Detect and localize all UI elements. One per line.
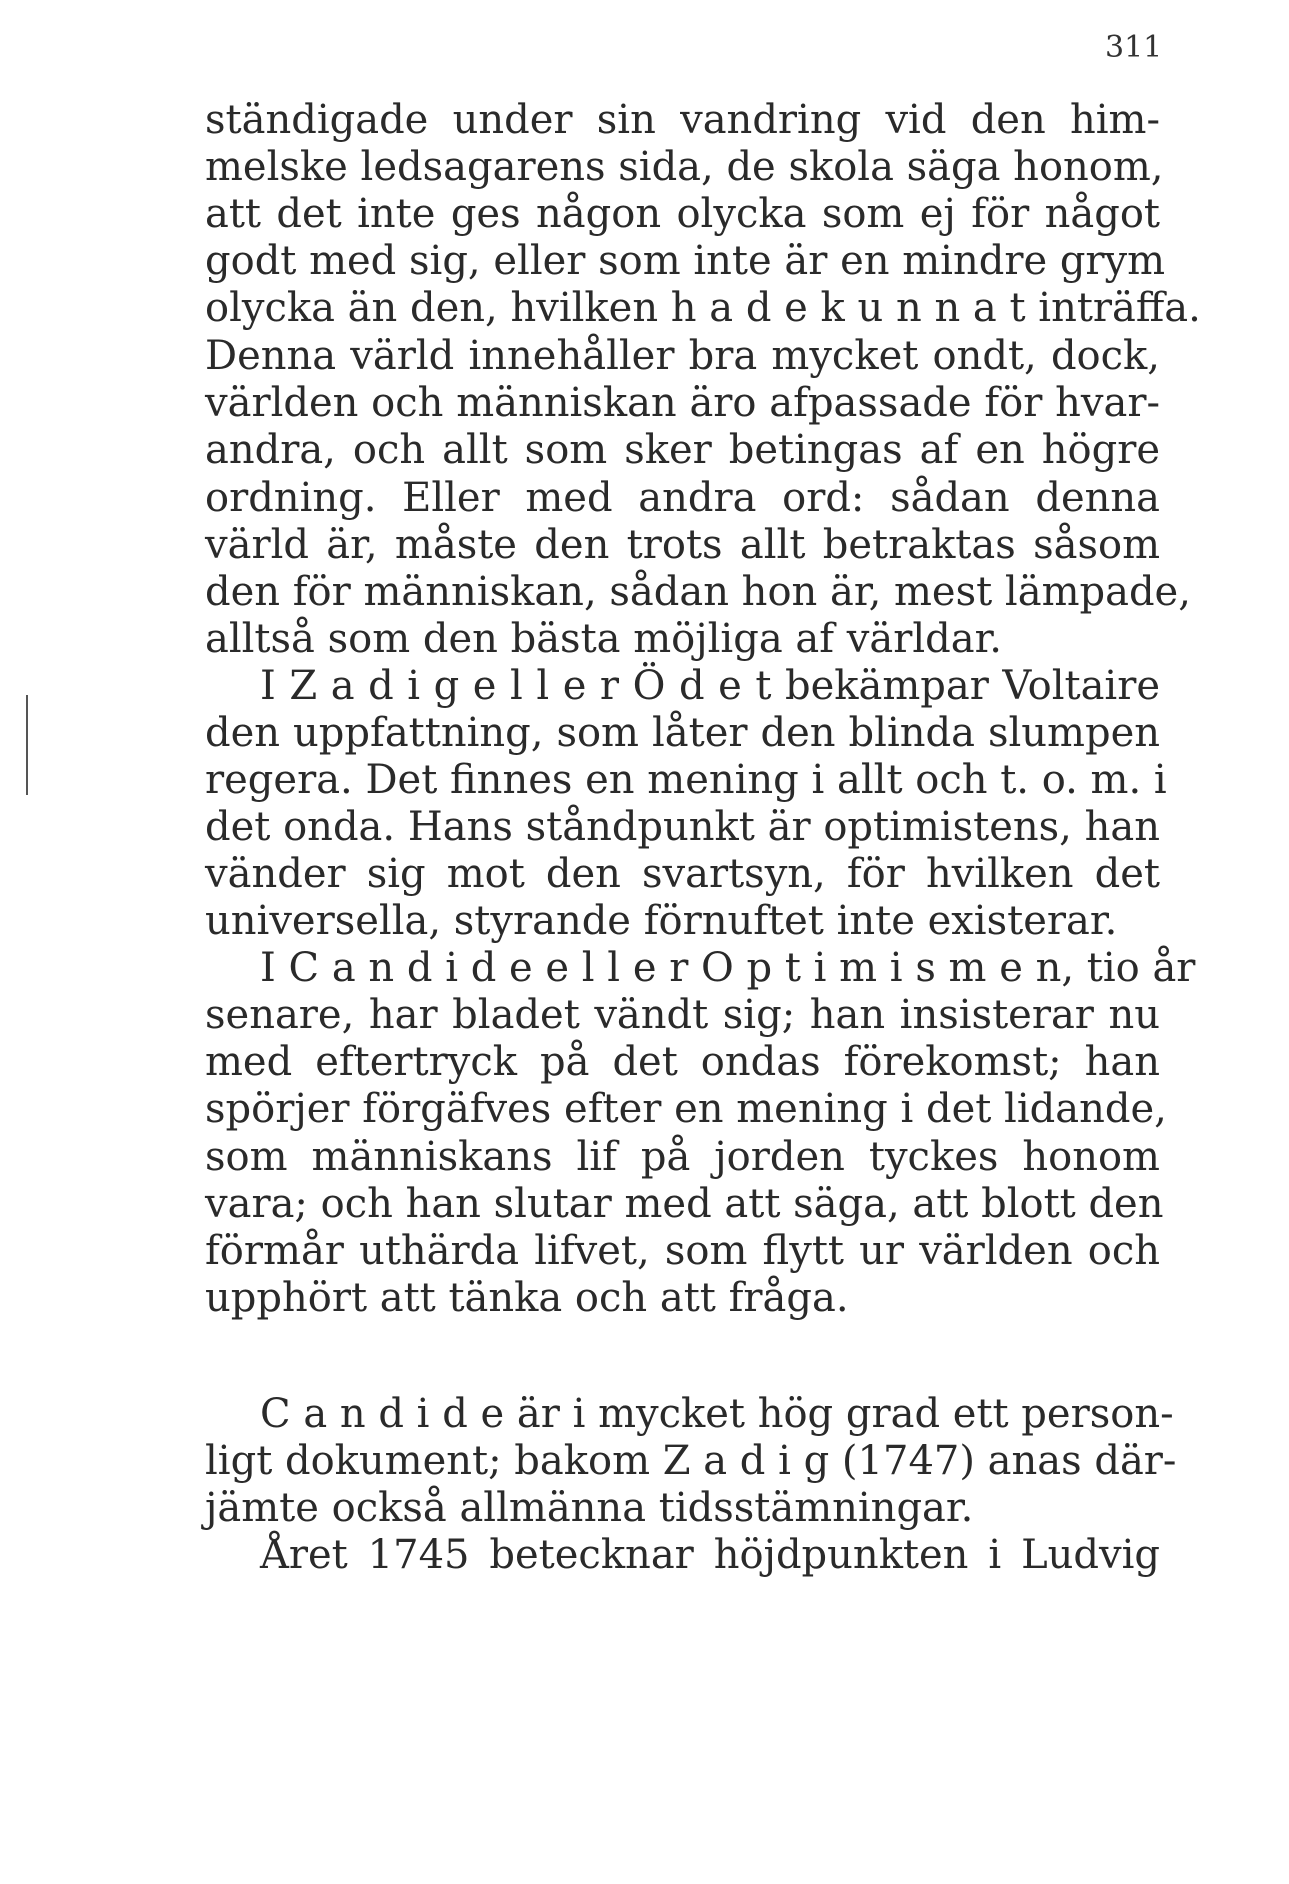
text-line: världen och människan äro afpassade för hvar- (205, 380, 1160, 426)
margin-mark (26, 695, 28, 795)
text-line: jämte också allmänna tidsstämningar. (205, 1485, 974, 1531)
text-line: godt med sig, eller som inte är en mindre grym (205, 238, 1166, 284)
text-line: som människans lif på jorden tyckes honom (205, 1134, 1160, 1180)
text-line: melske ledsagarens sida, de skola säga honom, (205, 144, 1164, 190)
text-line: I C a n d i d e e l l e r O p t i m i s m e n, tio år (260, 945, 1196, 991)
text-line: olycka än den, hvilken h a d e k u n n a t inträffa. (205, 285, 1201, 331)
text-line: med eftertryck på det ondas förekomst; han (205, 1039, 1160, 1085)
text-line: ordning. Eller med andra ord: sådan denna (205, 475, 1160, 521)
page-number: 311 (1105, 30, 1163, 65)
text-line: att det inte ges någon olycka som ej för något (205, 191, 1160, 237)
text-line: värld är, måste den trots allt betraktas såsom (205, 522, 1160, 568)
text-line: Denna värld innehåller bra mycket ondt, dock, (205, 333, 1160, 379)
text-line: universella, styrande förnuftet inte existerar. (205, 898, 1118, 944)
text-line: Året 1745 betecknar höjdpunkten i Ludvig (260, 1532, 1160, 1578)
text-line: vara; och han slutar med att säga, att blott den (205, 1181, 1164, 1227)
text-line: förmår uthärda lifvet, som flytt ur världen och (205, 1228, 1160, 1274)
text-line: spörjer förgäfves efter en mening i det lidande, (205, 1086, 1167, 1132)
text-line: regera. Det finnes en mening i allt och t. o. m. i (205, 757, 1167, 803)
text-line: alltså som den bästa möjliga af världar. (205, 616, 1003, 662)
text-line: C a n d i d e är i mycket hög grad ett person- (260, 1391, 1174, 1437)
text-line: den uppfattning, som låter den blinda slumpen (205, 710, 1160, 756)
text-line: andra, och allt som sker betingas af en högre (205, 427, 1160, 473)
text-line: vänder sig mot den svartsyn, för hvilken det (205, 851, 1160, 897)
text-line: ligt dokument; bakom Z a d i g (1747) anas där- (205, 1438, 1177, 1484)
text-line: I Z a d i g e l l e r Ö d e t bekämpar Voltaire (260, 663, 1160, 709)
text-line: senare, har bladet vändt sig; han insisterar nu (205, 992, 1160, 1038)
text-line: upphört att tänka och att fråga. (205, 1275, 849, 1321)
text-line: det onda. Hans ståndpunkt är optimistens, han (205, 804, 1160, 850)
text-line: ständigade under sin vandring vid den him- (205, 97, 1160, 143)
text-line: den för människan, sådan hon är, mest lämpade, (205, 569, 1191, 615)
